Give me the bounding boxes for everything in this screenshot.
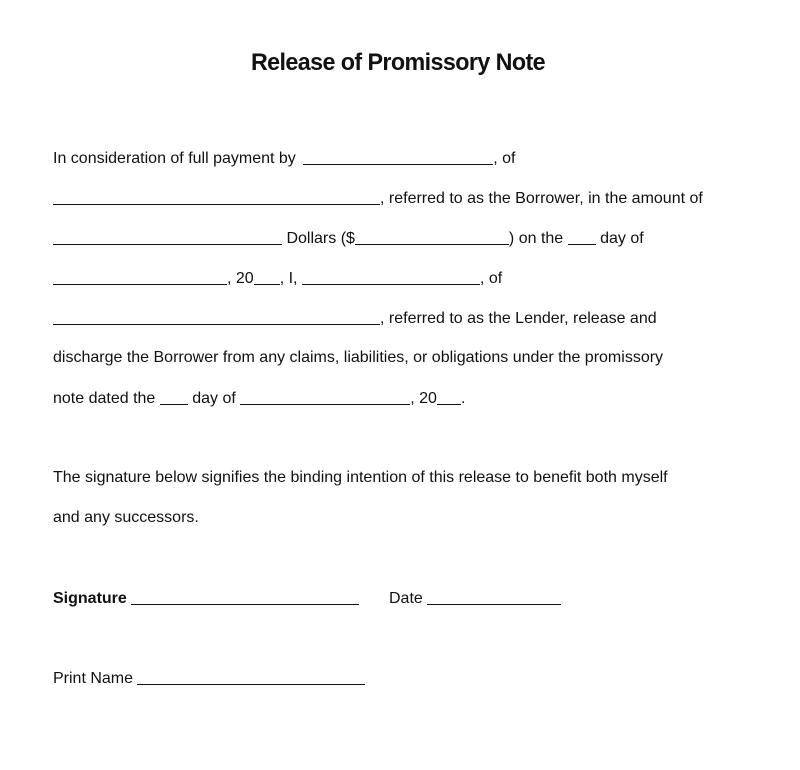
date-label: Date xyxy=(389,590,423,607)
text: ) on the xyxy=(508,230,564,247)
payment-year-blank[interactable] xyxy=(254,267,280,285)
lender-name-blank[interactable] xyxy=(302,267,480,285)
text: day of xyxy=(192,390,236,407)
para1-line7 xyxy=(53,387,465,409)
note-day-blank[interactable] xyxy=(160,387,188,405)
print-name-label: Print Name xyxy=(53,670,134,687)
text: In consideration of full payment by xyxy=(53,150,296,167)
amount-words-blank[interactable] xyxy=(53,227,282,245)
para1-line2 xyxy=(53,187,703,209)
para2-line1 xyxy=(53,467,668,489)
text: , 20 xyxy=(410,390,437,407)
signature-field[interactable] xyxy=(131,587,359,605)
text: , referred to as the Lender, release and xyxy=(380,310,657,327)
text: . xyxy=(460,390,466,407)
text: , I, xyxy=(279,270,298,287)
text: The signature below signifies the binding intention of this release to benefit both myself xyxy=(53,469,668,486)
print-name-field[interactable] xyxy=(137,667,365,685)
para1-line5 xyxy=(53,307,657,329)
para1-line3 xyxy=(53,227,644,249)
para2-line2 xyxy=(53,507,199,529)
payer-name-blank[interactable] xyxy=(303,147,493,165)
para1-line1 xyxy=(53,147,516,169)
para1-line6 xyxy=(53,347,663,369)
amount-number-blank[interactable] xyxy=(355,227,509,245)
para1-line4 xyxy=(53,267,502,289)
payment-day-blank[interactable] xyxy=(568,227,596,245)
date-field[interactable] xyxy=(427,587,561,605)
text: note dated the xyxy=(53,390,156,407)
text: discharge the Borrower from any claims, liabilities, or obligations under the promissory xyxy=(53,349,664,366)
payment-month-blank[interactable] xyxy=(53,267,227,285)
signature-label: Signature xyxy=(53,590,127,607)
text: , referred to as the Borrower, in the amount of xyxy=(380,190,703,207)
note-month-blank[interactable] xyxy=(240,387,410,405)
text: Dollars ($ xyxy=(286,230,355,247)
date-row xyxy=(389,587,561,609)
document-title: Release of Promissory Note xyxy=(250,49,546,76)
note-year-blank[interactable] xyxy=(437,387,461,405)
print-name-row xyxy=(53,667,365,689)
text: , 20 xyxy=(227,270,254,287)
text: , of xyxy=(493,150,516,167)
signature-row xyxy=(53,587,359,609)
borrower-name-blank[interactable] xyxy=(53,187,380,205)
text: day of xyxy=(600,230,644,247)
text: and any successors. xyxy=(53,509,199,526)
lender-address-blank[interactable] xyxy=(53,307,380,325)
text: , of xyxy=(479,270,503,287)
